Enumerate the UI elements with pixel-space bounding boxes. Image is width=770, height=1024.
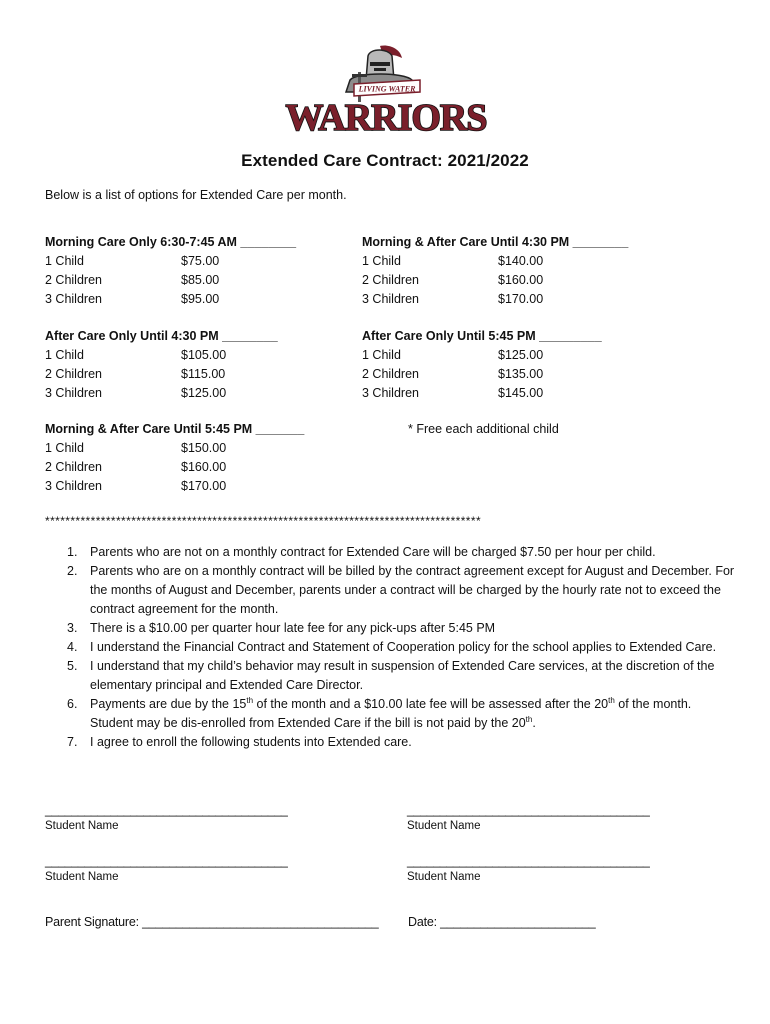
- rule-item: [45, 543, 735, 562]
- rule-text-part: Payments are due by the 15: [90, 697, 247, 711]
- child-count: 2 Children: [362, 273, 419, 287]
- rule-number: 7.: [67, 735, 78, 749]
- option-morning-care-only: [45, 233, 296, 309]
- price-row: [362, 290, 628, 309]
- rule-text: I understand that my child’s behavior may result in suspension of Extended Care services, at the discretion of the elementary principal and Extended Care Director.: [90, 659, 715, 692]
- rule-number: 2.: [67, 564, 78, 578]
- date-label: Date:: [408, 915, 437, 929]
- rule-text: I understand the Financial Contract and Statement of Cooperation policy for the school applies to Extended Care.: [90, 640, 717, 654]
- date-field[interactable]: [408, 915, 595, 929]
- student-name-field-4[interactable]: [407, 854, 649, 886]
- option-morning-after-care-430: [362, 233, 628, 309]
- price-row: [45, 290, 296, 309]
- option-heading: Morning & After Care Until 4:30 PM ________: [362, 235, 629, 249]
- rule-item: [45, 562, 735, 619]
- rule-text: Parents who are on a monthly contract will be billed by the contract agreement except for August and December. For the months of August and December, parents under a contract will be charged by the hourly rate not to exceed the contract agreement for the month.: [90, 564, 735, 616]
- parent-signature-label: Parent Signature:: [45, 915, 139, 929]
- logo-wordmark: WARRIORS: [285, 97, 487, 136]
- rule-text-part: of the month and a $10.00 late fee will be assessed after the 20: [253, 697, 609, 711]
- student-name-field-3[interactable]: [45, 854, 287, 886]
- rule-text: I agree to enroll the following students into Extended care.: [90, 735, 412, 749]
- rule-item: [45, 657, 735, 695]
- child-count: 3 Children: [362, 386, 419, 400]
- warriors-logo: [284, 44, 488, 136]
- price-row: [362, 346, 602, 365]
- child-count: 1 Child: [362, 254, 401, 268]
- rule-number: 3.: [67, 621, 78, 635]
- ordinal-suffix: th: [525, 714, 533, 724]
- child-count: 2 Children: [362, 367, 419, 381]
- rule-number: 6.: [67, 697, 78, 711]
- price-row: [45, 439, 304, 458]
- signature-line[interactable]: _____________________________________: [407, 803, 650, 817]
- date-line[interactable]: _______________________: [440, 915, 596, 929]
- parent-signature-field[interactable]: [45, 915, 379, 929]
- option-heading: After Care Only Until 4:30 PM ________: [45, 329, 278, 343]
- price: $135.00: [498, 367, 544, 381]
- rule-item: [45, 619, 735, 638]
- price-row: [45, 458, 304, 477]
- rule-text: There is a $10.00 per quarter hour late fee for any pick-ups after 5:45 PM: [90, 621, 496, 635]
- child-count: 1 Child: [45, 441, 84, 455]
- price: $140.00: [498, 254, 544, 268]
- child-count: 3 Children: [45, 292, 102, 306]
- rule-text: [90, 697, 691, 730]
- price: $115.00: [181, 367, 226, 381]
- ordinal-suffix: th: [608, 695, 615, 705]
- price: $105.00: [181, 348, 227, 362]
- price-row: [362, 365, 602, 384]
- rule-item: [45, 733, 735, 752]
- child-count: 2 Children: [45, 460, 102, 474]
- price: $95.00: [181, 292, 220, 306]
- price: $145.00: [498, 386, 544, 400]
- price: $150.00: [181, 441, 227, 455]
- price: $125.00: [498, 348, 544, 362]
- price-row: [362, 384, 602, 403]
- price: $160.00: [498, 273, 544, 287]
- option-after-care-545: [362, 327, 602, 403]
- intro-text: Below is a list of options for Extended Care per month.: [45, 188, 347, 202]
- price-row: [45, 365, 278, 384]
- rule-text-part: .: [532, 716, 536, 730]
- signature-line[interactable]: _____________________________________: [407, 854, 650, 868]
- option-after-care-430: [45, 327, 278, 403]
- ordinal-suffix: th: [246, 695, 254, 705]
- price: $160.00: [181, 460, 227, 474]
- student-name-label: Student Name: [407, 820, 481, 832]
- child-count: 3 Children: [45, 479, 102, 493]
- price-row: [45, 384, 278, 403]
- rule-number: 1.: [67, 545, 78, 559]
- additional-child-note: * Free each additional child: [408, 422, 559, 436]
- price: $125.00: [181, 386, 227, 400]
- student-name-label: Student Name: [407, 871, 481, 883]
- child-count: 1 Child: [45, 348, 84, 362]
- rule-text-part: of the month. Student may be dis-enrolled from Extended Care if the bill is not paid by the 20: [90, 697, 692, 730]
- price-row: [362, 252, 628, 271]
- rule-number: 4.: [67, 640, 78, 654]
- rules-list: [45, 543, 735, 752]
- rule-text: Parents who are not on a monthly contract for Extended Care will be charged $7.50 per hour per child.: [90, 545, 656, 559]
- student-name-field-1[interactable]: [45, 803, 287, 835]
- price: $85.00: [181, 273, 220, 287]
- signature-line[interactable]: _____________________________________: [45, 854, 288, 868]
- star-divider: **************************************************************************************: [45, 514, 482, 528]
- price-row: [45, 271, 296, 290]
- option-morning-after-care-545: [45, 420, 304, 496]
- price: $170.00: [181, 479, 227, 493]
- price: $75.00: [181, 254, 220, 268]
- parent-signature-line[interactable]: ___________________________________: [142, 915, 379, 929]
- rule-number: 5.: [67, 659, 78, 673]
- option-heading: Morning Care Only 6:30-7:45 AM ________: [45, 235, 297, 249]
- knight-mascot-icon: [284, 44, 488, 136]
- price-row: [45, 477, 304, 496]
- child-count: 1 Child: [45, 254, 84, 268]
- page-title: Extended Care Contract: 2021/2022: [241, 151, 529, 170]
- child-count: 3 Children: [362, 292, 419, 306]
- price: $170.00: [498, 292, 544, 306]
- option-heading: Morning & After Care Until 5:45 PM _______: [45, 422, 305, 436]
- rule-item: [45, 638, 735, 657]
- option-heading: After Care Only Until 5:45 PM _________: [362, 329, 602, 343]
- price-row: [45, 346, 278, 365]
- student-name-label: Student Name: [45, 820, 119, 832]
- price-row: [362, 271, 628, 290]
- child-count: 1 Child: [362, 348, 401, 362]
- student-name-label: Student Name: [45, 871, 119, 883]
- child-count: 2 Children: [45, 273, 102, 287]
- rule-item: [45, 695, 735, 733]
- price-row: [45, 252, 296, 271]
- student-name-field-2[interactable]: [407, 803, 649, 835]
- signature-line[interactable]: _____________________________________: [45, 803, 288, 817]
- logo-banner-text: LIVING WATER: [358, 84, 416, 94]
- child-count: 2 Children: [45, 367, 102, 381]
- child-count: 3 Children: [45, 386, 102, 400]
